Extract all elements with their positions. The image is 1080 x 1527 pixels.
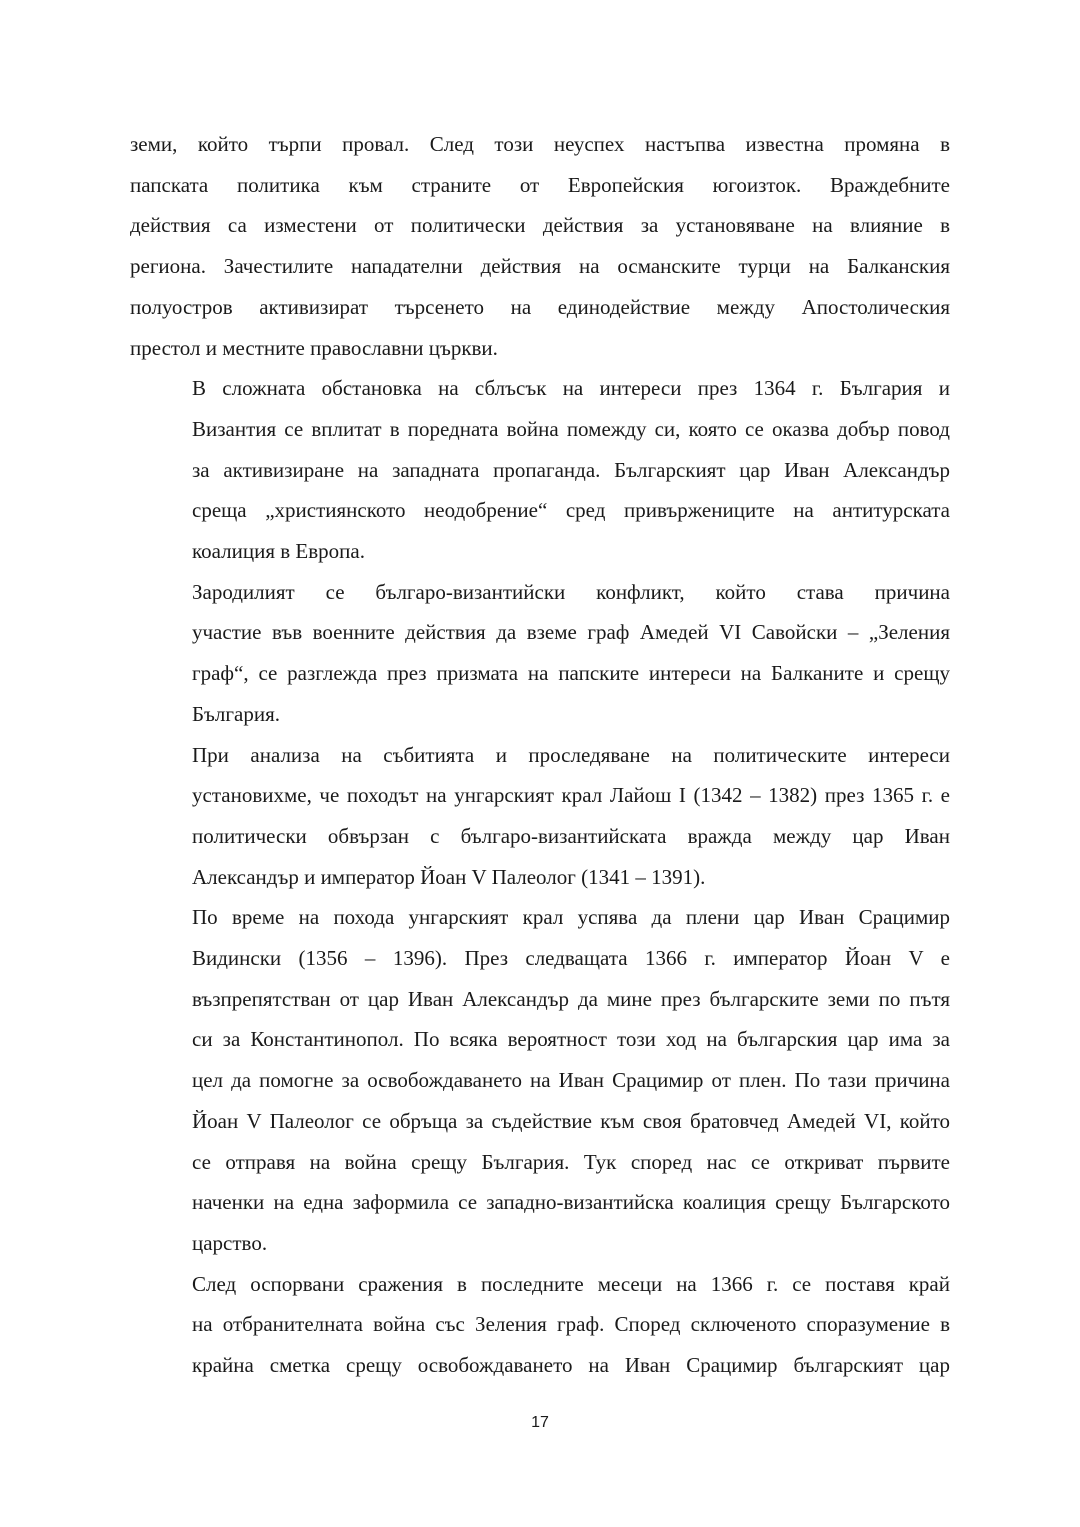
text-line: България. — [192, 701, 280, 726]
text-line: се отправя на война срещу България. Тук според нас се откриват първите — [192, 1149, 950, 1174]
text-line: След оспорвани сражения в последните месеци на 1366 г. се поставя край — [192, 1271, 950, 1296]
text-line: политически обвързан с българо-византийската вражда между цар Иван — [192, 823, 950, 848]
text-line: полуостров активизират търсенето на единодействие между Апостолическия — [130, 294, 950, 319]
paragraph — [130, 897, 950, 1263]
text-line: В сложната обстановка на сблъсък на интереси през 1364 г. България и — [192, 376, 950, 401]
text-line: крайна сметка срещу освобождаването на Иван Срацимир българският цар — [192, 1353, 950, 1378]
text-line: Византия се вплитат в поредната война помежду си, която се оказва добър повод — [192, 416, 950, 441]
text-line: Йоан V Палеолог се обръща за съдействие към своя братовчед Амедей VI, който — [192, 1108, 950, 1133]
paragraph — [130, 1264, 950, 1386]
text-line: папската политика към страните от Европейския югоизток. Враждебните — [130, 172, 950, 197]
paragraph — [130, 572, 950, 735]
text-line: наченки на една заформила се западно-византийска коалиция срещу Българското — [192, 1190, 950, 1215]
text-line: царство. — [192, 1230, 268, 1255]
text-line: Александър и император Йоан V Палеолог (1341 – 1391). — [192, 864, 706, 889]
text-line: коалиция в Европа. — [192, 539, 365, 564]
text-line: граф“, се разглежда през призмата на папските интереси на Балканите и срещу — [192, 661, 950, 686]
paragraph — [130, 124, 950, 368]
text-line: При анализа на събитията и проследяване на политическите интереси — [192, 742, 950, 767]
text-line: възпрепятстван от цар Иван Александър да мине през българските земи по пътя — [192, 986, 950, 1011]
text-line: си за Константинопол. По всяка вероятност този ход на българския цар има за — [192, 1027, 950, 1052]
text-line: Видински (1356 – 1396). През следващата 1366 г. император Йоан V е — [192, 946, 950, 971]
text-line: земи, който търпи провал. След този неуспех настъпва известна промяна в — [130, 132, 950, 156]
page-number: 17 — [531, 1414, 549, 1431]
text-line: Зародилият се българо-византийски конфликт, който става причина — [192, 579, 950, 604]
text-line: региона. Зачестилите нападателни действия на османските турци на Балканския — [130, 254, 950, 279]
text-line: на отбранителната война със Зеления граф. Според сключеното споразумение в — [192, 1312, 950, 1337]
body-text — [130, 124, 950, 1386]
text-line: участие във военните действия да вземе граф Амедей VI Савойски – „Зеления — [192, 620, 950, 645]
text-line: среща „християнското неодобрение“ сред привържениците на антитурската — [192, 498, 950, 523]
text-line: за активизиране на западната пропаганда. Българският цар Иван Александър — [192, 457, 950, 482]
text-line: престол и местните православни църкви. — [130, 335, 498, 360]
text-line: действия са изместени от политически действия за установяване на влияние в — [130, 213, 950, 238]
paragraph — [130, 735, 950, 898]
paragraph — [130, 368, 950, 572]
text-line: установихме, че походът на унгарският крал Лайош I (1342 – 1382) през 1365 г. е — [192, 783, 950, 808]
text-line: По време на похода унгарският крал успява да плени цар Иван Срацимир — [192, 905, 950, 930]
text-line: цел да помогне за освобождаването на Иван Срацимир от плен. По тази причина — [192, 1068, 950, 1093]
